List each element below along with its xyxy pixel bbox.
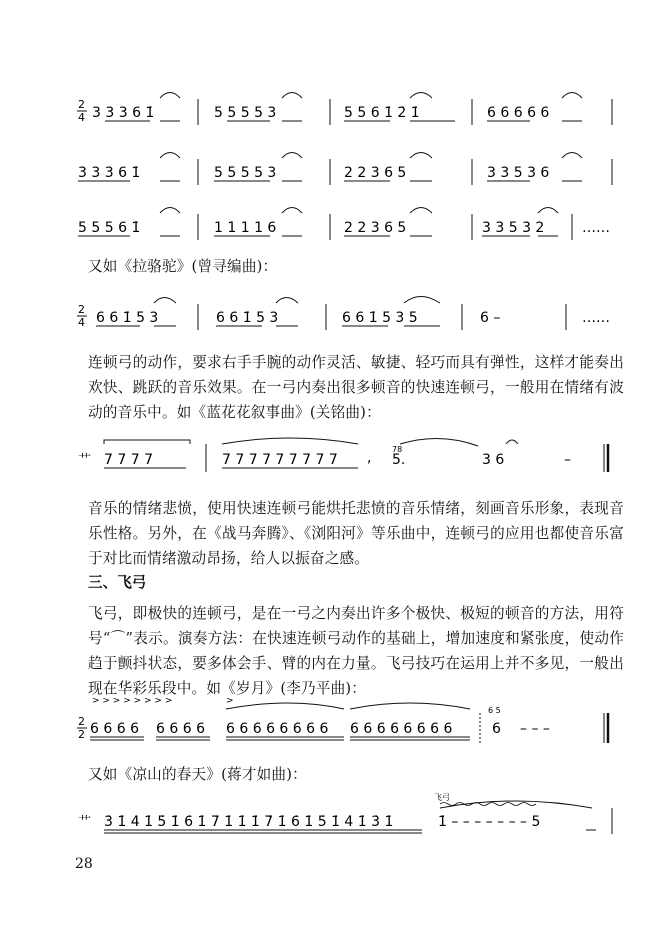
- svg-text:> > > > > > > >: > > > > > > > >: [92, 696, 173, 706]
- svg-text:3 3 5 3 6: 3 3 5 3 6: [487, 165, 550, 181]
- svg-text:7 7 7 7: 7 7 7 7: [104, 452, 153, 468]
- svg-text:6: 6: [492, 721, 501, 737]
- svg-text:6 5: 6 5: [488, 706, 501, 715]
- svg-text:2: 2: [78, 728, 85, 741]
- svg-text:2: 2: [78, 303, 85, 316]
- row1-notes: [92, 105, 549, 121]
- score-row-2: [0, 145, 655, 195]
- svg-text:6 6 6 6 6: 6 6 6 6 6: [487, 105, 550, 121]
- svg-text:3 3 3 6 1̇: 3 3 3 6 1̇: [92, 105, 155, 121]
- svg-text:– – –: – – –: [520, 721, 550, 737]
- paragraph-3: 飞弓，即极快的连顿弓，是在一弓之内奏出许多个极快、极短的顿音的方法，用符号“⌒”表示。演奏方法：在快速连顿弓动作的基础上，增加速度和紧张度，使动作趋于颤抖状态，要多体会手、臂的内在力量。飞弓技巧在运用上并不多见，一般出现在华彩乐段中。如《岁月》(李乃平曲)：: [88, 605, 624, 697]
- intro-luotuo: 又如《拉骆驼》(曾寻编曲)：: [88, 258, 278, 275]
- svg-text:–: –: [564, 452, 571, 468]
- svg-text:飞弓: 飞弓: [434, 793, 450, 802]
- svg-text:3 6: 3 6: [482, 452, 505, 468]
- score-row-5: [0, 430, 655, 480]
- svg-text:1̇ – – – – – – – 5: 1̇ – – – – – – – 5: [438, 814, 541, 830]
- score-row-4: [0, 290, 655, 340]
- svg-text:3 3 3 6 1̇: 3 3 3 6 1̇: [78, 165, 141, 181]
- svg-text:,: ,: [367, 450, 372, 466]
- svg-text:……: ……: [582, 310, 610, 326]
- svg-text:6 6 6 6: 6 6 6 6: [156, 721, 205, 737]
- svg-text:1 1 1 1 6: 1 1 1 1 6: [214, 220, 277, 236]
- score-row-6: [0, 685, 655, 755]
- time-sig-top: 2: [78, 98, 85, 111]
- section-heading: 三、飞弓: [88, 574, 147, 591]
- svg-text:6 6 6 6: 6 6 6 6: [90, 721, 139, 737]
- page-number: 28: [75, 856, 93, 872]
- svg-text:艹: 艹: [78, 815, 92, 830]
- svg-text:78: 78: [392, 445, 403, 454]
- svg-text:>: >: [226, 696, 234, 706]
- svg-text:2 2 3 6 5: 2 2 3 6 5: [344, 165, 407, 181]
- svg-text:2 2 3 6 5: 2 2 3 6 5: [344, 220, 407, 236]
- svg-text:6 6 1̇ 5 3: 6 6 1̇ 5 3: [96, 310, 159, 326]
- svg-text:……: ……: [582, 220, 610, 236]
- svg-text:6 6 1̇ 5 3 5: 6 6 1̇ 5 3 5: [342, 310, 418, 326]
- svg-text:6 6 1̇ 5 3: 6 6 1̇ 5 3: [216, 310, 279, 326]
- svg-text:5 5 6 1̇ 2̇ 1̇: 5 5 6 1̇ 2̇ 1̇: [344, 105, 420, 121]
- paragraph-1: 连顿弓的动作，要求右手手腕的动作灵活、敏捷、轻巧而具有弹性，这样才能奏出欢快、跳跃的音乐效果。在一弓内奏出很多顿音的快速连顿弓，一般用在情绪有波动的音乐中。如《蓝花花叙事曲》(关铭曲)：: [88, 354, 624, 421]
- score-row-7: [0, 790, 655, 840]
- svg-text:7 7 7 7 7 7 7 7 7: 7 7 7 7 7 7 7 7 7: [222, 452, 338, 468]
- svg-text:6 6 6 6 6 6 6 6: 6 6 6 6 6 6 6 6: [350, 721, 453, 737]
- svg-text:2: 2: [78, 715, 85, 728]
- intro-liangshan: 又如《凉山的春天》(蒋才如曲)：: [88, 766, 307, 783]
- score-row-3: [0, 200, 655, 250]
- time-sig-bottom: 4: [78, 111, 85, 124]
- score-row-1: [0, 85, 655, 135]
- svg-text:5 5 5 5 3: 5 5 5 5 3: [214, 165, 277, 181]
- svg-text:3̇ 1̇ 4̇ 1̇ 5̇ 1̇ 6̇ 1̇ 7̇ 1̇: 3̇ 1̇ 4̇ 1̇ 5̇ 1̇ 6̇ 1̇ 7̇ 1̇ 1̇ 1̇ 7̇ 1̇ 6̇ 1̇ 5̇ 1̇ 4̇ 1̇ 3̇ 1̇: [104, 814, 394, 830]
- svg-text:5 5 5 5 3: 5 5 5 5 3: [214, 105, 277, 121]
- svg-text:3 3 5 3 2: 3 3 5 3 2: [482, 220, 545, 236]
- svg-text:5 5 5 6 1̇: 5 5 5 6 1̇: [78, 220, 141, 236]
- svg-text:4: 4: [78, 316, 85, 329]
- paragraph-2: 音乐的情绪悲愤，使用快速连顿弓能烘托悲愤的音乐情绪，刻画音乐形象，表现音乐性格。另外，在《战马奔腾》、《浏阳河》等乐曲中，连顿弓的应用也都使音乐富于对比而情绪激动昂扬，给人以振奋之感。: [88, 500, 624, 567]
- svg-text:6 6 6 6 6 6 6 6: 6 6 6 6 6 6 6 6: [226, 721, 329, 737]
- svg-text:5.: 5.: [392, 452, 406, 468]
- svg-text:艹: 艹: [78, 453, 92, 468]
- svg-text:6 –: 6 –: [480, 310, 501, 326]
